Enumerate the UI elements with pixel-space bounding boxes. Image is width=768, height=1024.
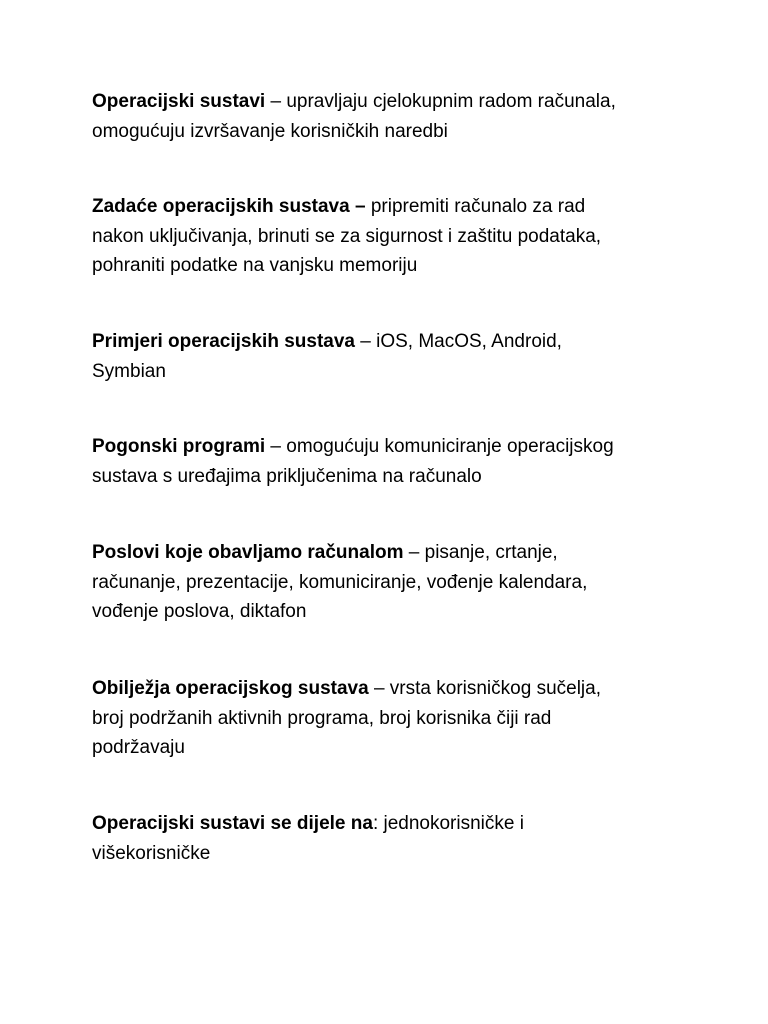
entry-line [92,432,692,462]
entry-text: pripremiti računalo za rad [370,196,586,217]
entry-separator: : [372,813,384,834]
entry-line: podržavaju [92,737,185,758]
entry-line [92,192,692,222]
entry-text: upravljaju cjelokupnim radom računala, [286,91,616,112]
entry-line: nakon uključivanja, brinuti se za sigurnost i zaštitu podataka, [92,225,602,247]
entry-term: Zadaće operacijskih sustava – [92,196,366,217]
entry-line [92,327,692,357]
entry-line: sustava s uređajima priključenima na računalo [92,465,482,487]
entry-obiljezja-operacijskog-sustava [92,674,692,763]
entry-line [92,87,692,117]
entry-text: pisanje, crtanje, [424,542,558,563]
entry-line [92,809,692,839]
entry-separator: – [368,678,390,699]
entry-text: omogućuju komuniciranje operacijskog [286,436,614,457]
entry-term: Primjeri operacijskih sustava [92,331,355,352]
entry-line: omogućuju izvršavanje korisničkih naredbi [92,120,448,142]
entry-term: Operacijski sustavi se dijele na [92,813,373,834]
entry-line: broj podržanih aktivnih programa, broj korisnika čiji rad [92,707,552,729]
entry-operacijski-sustavi-se-dijele [92,809,692,868]
entry-term: Operacijski sustavi [92,91,266,112]
entry-line: Symbian [92,360,166,382]
entry-zadace-operacijskih-sustava [92,192,692,281]
entry-term: Obilježja operacijskog sustava [92,678,369,699]
entry-line: višekorisničke [92,842,211,864]
entry-pogonski-programi [92,432,692,491]
entry-text: vrsta korisničkog sučelja, [389,678,601,699]
entry-term: Pogonski programi [92,436,266,457]
entry-separator: – [265,436,287,457]
entry-poslovi-koje-obavljamo-racunalom [92,538,692,627]
entry-text: iOS, MacOS, Android, [376,331,562,352]
entry-line [92,538,692,568]
entry-line: računanje, prezentacije, komuniciranje, vođenje kalendara, [92,571,588,593]
entry-separator: – [354,331,377,352]
entry-line [92,674,692,704]
entry-primjeri-operacijskih-sustava [92,327,692,386]
entry-term: Poslovi koje obavljamo računalom [92,542,404,563]
entry-text: jednokorisničke i [383,813,524,834]
entry-line: vođenje poslova, diktafon [92,601,307,622]
entry-separator: – [265,91,287,112]
entry-line: pohraniti podatke na vanjsku memoriju [92,255,418,276]
entry-operacijski-sustavi [92,87,692,146]
entry-separator: – [403,542,425,563]
